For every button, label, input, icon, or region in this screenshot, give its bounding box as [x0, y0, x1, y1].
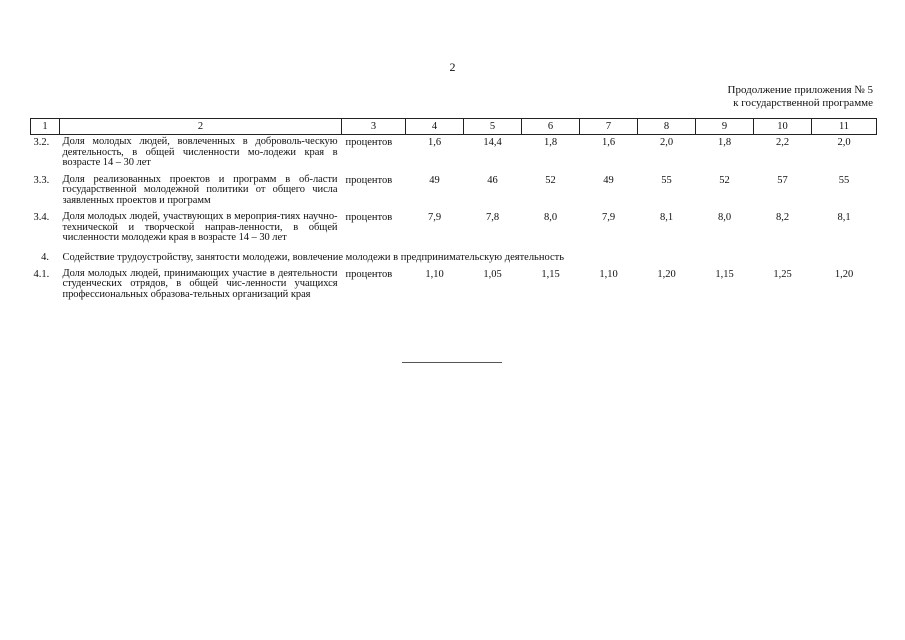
value-cell: 7,9	[427, 212, 442, 223]
value-cell: 1,05	[483, 268, 502, 280]
row-unit: процентов	[345, 174, 393, 186]
table-row	[31, 173, 877, 211]
header-cell: 4	[406, 119, 464, 135]
value-cell: 2,2	[775, 137, 790, 148]
value-cell: 49	[603, 174, 614, 186]
header-cell: 9	[696, 119, 754, 135]
header-cell: 3	[342, 119, 406, 135]
value-cell: 1,15	[541, 268, 560, 280]
value-cell: 1,10	[425, 268, 444, 280]
table-row	[31, 267, 877, 305]
page-number: 2	[449, 60, 456, 74]
section-title: Содействие трудоустройству, занятости молодежи, вовлечение молодежи в предпринимательскую деятельность	[62, 251, 565, 263]
value-cell: 1,20	[834, 268, 854, 280]
value-cell: 7,9	[601, 212, 616, 223]
end-rule	[402, 362, 502, 363]
row-description: Доля реализованных проектов и программ в об-ласти государственной молодежной политики от общего числа заявленных проектов и программ	[62, 173, 338, 206]
value-cell: 1,25	[773, 268, 792, 280]
indicators-table	[30, 118, 877, 304]
row-description: Доля молодых людей, участвующих в мероприя-тиях научно-технической и творческой направ-ленности, в общей численности молодежи края в возрасте 14 – 30 лет	[62, 211, 338, 243]
appendix-caption	[728, 84, 873, 110]
header-cell: 11	[812, 119, 877, 135]
value-cell: 1,6	[427, 137, 442, 148]
value-cell: 8,1	[837, 212, 851, 223]
value-cell: 1,20	[657, 268, 676, 280]
value-cell: 14,4	[483, 137, 502, 148]
header-cell: 5	[464, 119, 522, 135]
table-header-row	[31, 119, 877, 135]
row-description: Доля молодых людей, принимающих участие в деятельности студенческих отрядов, в общей чис-ленности учащихся профессиональных образова-тельных организаций края	[62, 267, 338, 300]
appendix-line-1: Продолжение приложения № 5	[727, 84, 873, 96]
value-cell: 7,8	[485, 212, 500, 223]
appendix-line-2: к государственной программе	[733, 97, 873, 109]
value-cell: 8,2	[775, 212, 790, 223]
row-number: 4.1.	[33, 268, 50, 280]
row-number: 3.4.	[33, 212, 50, 223]
row-unit: процентов	[345, 268, 393, 280]
value-cell: 2,0	[659, 137, 674, 148]
value-cell: 8,1	[659, 212, 674, 223]
value-cell: 52	[545, 174, 556, 186]
header-cell: 2	[60, 119, 342, 135]
value-cell: 49	[429, 174, 440, 186]
row-description: Доля молодых людей, вовлеченных в доброволь-ческую деятельность, в общей численности мо-лодежи края в возрасте 14 – 30 лет	[62, 136, 338, 168]
value-cell: 1,15	[715, 268, 734, 280]
value-cell: 55	[838, 174, 850, 186]
row-unit: процентов	[345, 212, 393, 223]
table-row	[31, 135, 877, 173]
value-cell: 52	[719, 174, 730, 186]
row-number: 3.2.	[33, 137, 50, 148]
row-unit: процентов	[345, 137, 393, 148]
value-cell: 1,6	[601, 137, 616, 148]
header-cell: 6	[522, 119, 580, 135]
value-cell: 8,0	[717, 212, 732, 223]
header-cell: 1	[31, 119, 60, 135]
header-cell: 7	[580, 119, 638, 135]
value-cell: 2,0	[837, 137, 851, 148]
section-row	[31, 248, 877, 267]
value-cell: 1,8	[543, 137, 558, 148]
value-cell: 1,10	[599, 268, 618, 280]
row-number: 4.	[41, 251, 49, 263]
value-cell: 46	[487, 174, 498, 186]
value-cell: 8,0	[543, 212, 558, 223]
value-cell: 55	[661, 174, 672, 186]
value-cell: 57	[777, 174, 788, 186]
header-cell: 10	[754, 119, 812, 135]
header-cell: 8	[638, 119, 696, 135]
value-cell: 1,8	[717, 137, 732, 148]
row-number: 3.3.	[33, 174, 50, 186]
table-row	[31, 210, 877, 248]
